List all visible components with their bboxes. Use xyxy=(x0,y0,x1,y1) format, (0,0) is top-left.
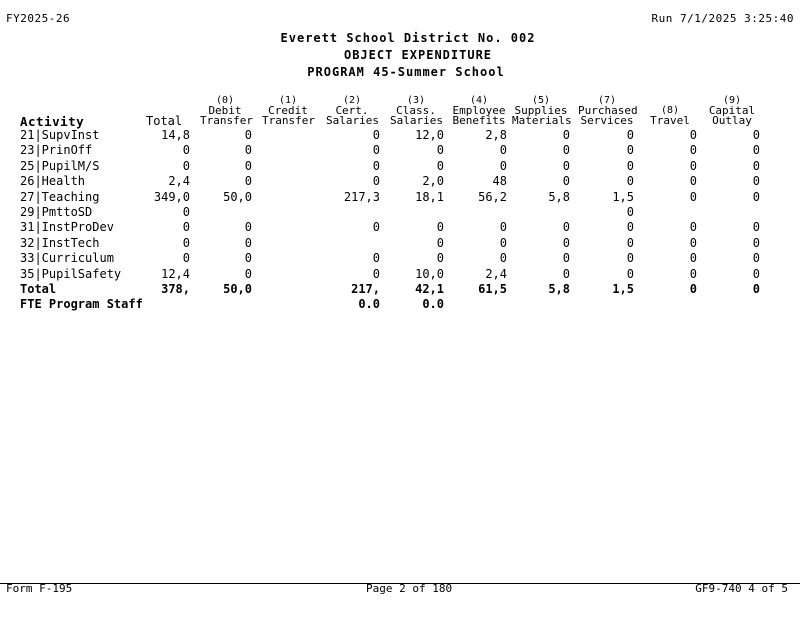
cell-c4: 0 xyxy=(499,235,507,250)
cell-c8: 0 xyxy=(689,251,697,266)
cell-c7: 0 xyxy=(626,205,634,219)
cell-c0: 50,0 xyxy=(223,189,252,204)
table-row xyxy=(20,143,780,158)
row-activity-label: Total xyxy=(20,282,57,296)
col-1-header: (1) Credit Transfer xyxy=(262,95,315,127)
cell-c9: 0 xyxy=(752,282,760,296)
cell-c7: 0 xyxy=(626,158,634,173)
cell-c8: 0 xyxy=(689,174,697,189)
program-title: PROGRAM 45-Summer School xyxy=(307,65,505,79)
cell-total: 0 xyxy=(182,251,190,266)
row-activity-label: 26|Health xyxy=(20,174,86,189)
cell-c3: 0 xyxy=(436,143,444,158)
cell-c3: 10,0 xyxy=(415,266,444,281)
cell-c9: 0 xyxy=(752,158,760,173)
cell-total: 378, xyxy=(161,282,190,296)
row-activity-label: 29|PmttoSD xyxy=(20,205,93,219)
cell-c8: 0 xyxy=(689,189,697,204)
cell-c0: 0 xyxy=(244,235,252,250)
col-3-header: (3) Class. Salaries xyxy=(390,95,443,127)
cell-c5: 0 xyxy=(562,174,570,189)
col-8-header: (8) Travel xyxy=(650,105,690,127)
cell-c8: 0 xyxy=(689,282,697,296)
cell-c4: 2,8 xyxy=(485,128,507,142)
cell-c2: 0 xyxy=(372,128,380,142)
cell-total: 0 xyxy=(182,158,190,173)
run-timestamp: Run 7/1/2025 3:25:40 xyxy=(651,12,794,25)
cell-c4: 0 xyxy=(499,220,507,235)
cell-c0: 0 xyxy=(244,174,252,189)
cell-c7: 0 xyxy=(626,235,634,250)
cell-total: 12,4 xyxy=(161,266,190,281)
total-column-header: Total xyxy=(146,114,183,128)
cell-c0: 0 xyxy=(244,143,252,158)
cell-c3: 0.0 xyxy=(422,297,444,312)
cell-total: 2,4 xyxy=(168,174,190,189)
cell-c9: 0 xyxy=(752,235,760,250)
cell-c8: 0 xyxy=(689,266,697,281)
report-code: GF9-740 4 of 5 xyxy=(695,582,788,595)
total-row xyxy=(20,282,780,297)
table-row xyxy=(20,236,780,251)
activity-column-header: Activity xyxy=(20,114,85,129)
row-activity-label: 27|Teaching xyxy=(20,189,100,204)
cell-c9: 0 xyxy=(752,128,760,142)
cell-total: 349,0 xyxy=(153,189,190,204)
cell-c7: 0 xyxy=(626,128,634,142)
table-row xyxy=(20,205,780,220)
cell-c7: 0 xyxy=(626,251,634,266)
table-row xyxy=(20,220,780,235)
cell-c2: 0 xyxy=(372,266,380,281)
cell-c5: 0 xyxy=(562,235,570,250)
table-row xyxy=(20,174,780,189)
cell-c0: 0 xyxy=(244,266,252,281)
cell-c3: 0 xyxy=(436,220,444,235)
cell-c3: 2,0 xyxy=(422,174,444,189)
cell-c4: 56,2 xyxy=(478,189,507,204)
cell-c0: 0 xyxy=(244,158,252,173)
col-9-header: (9) Capital Outlay xyxy=(708,95,756,127)
col-2-header: (2) Cert. Salaries xyxy=(326,95,379,127)
cell-c2: 0.0 xyxy=(358,297,380,312)
cell-c0: 0 xyxy=(244,220,252,235)
cell-c3: 12,0 xyxy=(415,128,444,142)
cell-c3: 0 xyxy=(436,158,444,173)
cell-c2: 0 xyxy=(372,158,380,173)
cell-c8: 0 xyxy=(689,158,697,173)
cell-c7: 0 xyxy=(626,174,634,189)
cell-total: 0 xyxy=(182,220,190,235)
cell-c2: 0 xyxy=(372,174,380,189)
cell-c9: 0 xyxy=(752,251,760,266)
cell-c3: 0 xyxy=(436,251,444,266)
cell-c2: 217, xyxy=(351,282,380,296)
cell-c3: 42,1 xyxy=(415,282,444,296)
cell-c5: 0 xyxy=(562,251,570,266)
cell-c9: 0 xyxy=(752,143,760,158)
row-activity-label: 32|InstTech xyxy=(20,235,100,250)
cell-c3: 0 xyxy=(436,235,444,250)
cell-c0: 50,0 xyxy=(223,282,252,296)
cell-c5: 0 xyxy=(562,143,570,158)
cell-c5: 5,8 xyxy=(548,189,570,204)
table-row xyxy=(20,251,780,266)
cell-c4: 2,4 xyxy=(485,266,507,281)
form-id: Form F-195 xyxy=(6,582,73,595)
cell-c2: 0 xyxy=(372,220,380,235)
cell-c7: 1,5 xyxy=(612,282,634,296)
cell-c8: 0 xyxy=(689,220,697,235)
col-5-header: (5) Supplies Materials xyxy=(512,95,572,127)
cell-total: 14,8 xyxy=(161,128,190,142)
page-number: Page 2 of 180 xyxy=(366,582,453,595)
cell-c2: 0 xyxy=(372,251,380,266)
cell-c9: 0 xyxy=(752,266,760,281)
cell-c4: 61,5 xyxy=(478,282,507,296)
table-row xyxy=(20,267,780,282)
cell-total: 0 xyxy=(182,205,190,219)
cell-c5: 0 xyxy=(562,128,570,142)
cell-c9: 0 xyxy=(752,220,760,235)
col-4-header: (4) Employee Benefits xyxy=(452,95,506,127)
col-0-header: (0) Debit Transfer xyxy=(200,95,253,127)
report-title: OBJECT EXPENDITURE xyxy=(343,48,493,62)
row-activity-label: 33|Curriculum xyxy=(20,251,114,266)
table-row xyxy=(20,159,780,174)
cell-c7: 0 xyxy=(626,143,634,158)
table-row xyxy=(20,128,780,143)
cell-c8: 0 xyxy=(689,143,697,158)
cell-c7: 0 xyxy=(626,220,634,235)
cell-c7: 1,5 xyxy=(612,189,634,204)
cell-c4: 0 xyxy=(499,158,507,173)
cell-c0: 0 xyxy=(244,251,252,266)
table-row xyxy=(20,190,780,205)
cell-c2: 0 xyxy=(372,143,380,158)
district-title: Everett School District No. 002 xyxy=(280,31,536,45)
row-activity-label: 23|PrinOff xyxy=(20,143,93,158)
cell-c8: 0 xyxy=(689,128,697,142)
row-activity-label: 21|SupvInst xyxy=(20,128,100,142)
cell-c3: 18,1 xyxy=(415,189,444,204)
cell-total: 0 xyxy=(182,235,190,250)
cell-c4: 0 xyxy=(499,143,507,158)
row-activity-label: 35|PupilSafety xyxy=(20,266,122,281)
cell-c5: 5,8 xyxy=(548,282,570,296)
fte-row xyxy=(20,297,780,312)
cell-c0: 0 xyxy=(244,128,252,142)
cell-c4: 48 xyxy=(492,174,507,189)
cell-c5: 0 xyxy=(562,220,570,235)
row-activity-label: 25|PupilM/S xyxy=(20,158,100,173)
cell-c4: 0 xyxy=(499,251,507,266)
row-activity-label: FTE Program Staff xyxy=(20,297,143,312)
cell-c5: 0 xyxy=(562,158,570,173)
cell-c2: 217,3 xyxy=(343,189,380,204)
fiscal-year: FY2025-26 xyxy=(6,12,71,25)
cell-c7: 0 xyxy=(626,266,634,281)
col-7-header: (7) Purchased Services xyxy=(578,95,638,127)
cell-c9: 0 xyxy=(752,189,760,204)
cell-total: 0 xyxy=(182,143,190,158)
cell-c5: 0 xyxy=(562,266,570,281)
cell-c9: 0 xyxy=(752,174,760,189)
cell-c8: 0 xyxy=(689,235,697,250)
row-activity-label: 31|InstProDev xyxy=(20,220,114,235)
